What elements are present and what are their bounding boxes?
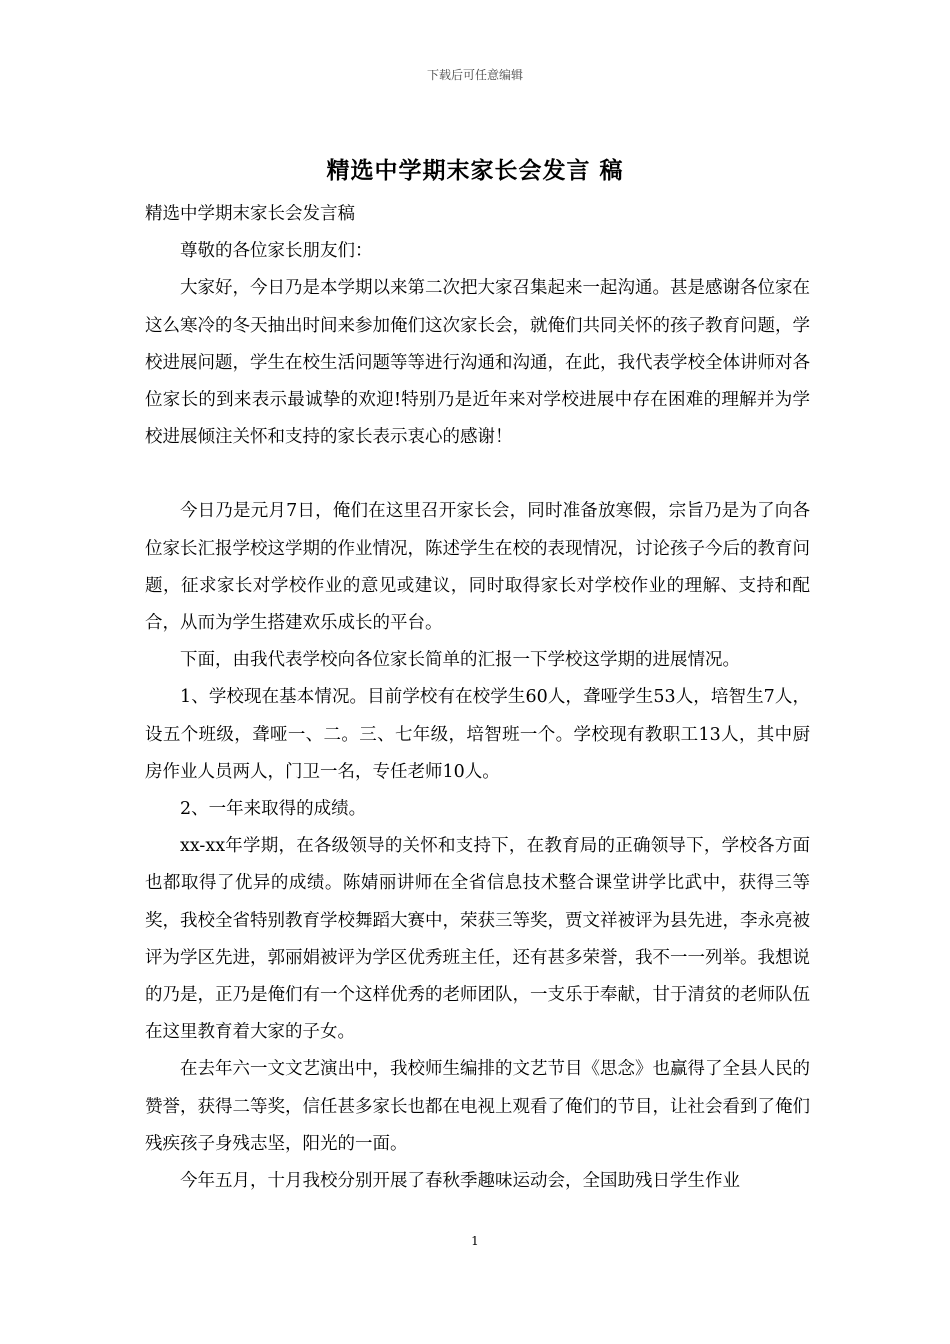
paragraph: 大家好，今日乃是本学期以来第二次把大家召集起来一起沟通。甚是感谢各位家在这么寒冷的冬天抽出时间来参加俺们这次家长会，就俺们共同关怀的孩子教育问题，学校进展问题，学生在校生活问题等等进行沟通和沟通，在此，我代表学校全体讲师对各位家长的到来表示最诚挚的欢迎!特别乃是近年来对学校进展中存在困难的理解并为学校进展倾注关怀和支持的家长表示衷心的感谢！ <box>145 278 810 448</box>
paragraph: 在去年六一文文艺演出中，我校师生编排的文艺节目《思念》也赢得了全县人民的赞誉，获得二等奖，信任甚多家长也都在电视上观看了俺们的节目，让社会看到了俺们残疾孩子身残志坚，阳光的一面。 <box>145 1059 810 1154</box>
greeting: 尊敬的各位家长朋友们： <box>180 241 373 262</box>
page-number: 1 <box>471 1234 479 1248</box>
paragraph: 今年五月，十月我校分别开展了春秋季趣味运动会，全国助残日学生作业 <box>180 1171 740 1192</box>
paragraph: 下面，由我代表学校向各位家长简单的汇报一下学校这学期的进展情况。 <box>180 650 740 671</box>
paragraph: 今日乃是元月7日，俺们在这里召开家长会，同时准备放寒假，宗旨乃是为了向各位家长汇报学校这学期的作业情况，陈述学生在校的表现情况，讨论孩子今后的教育问题，征求家长对学校作业的意见或建议，同时取得家长对学校作业的理解、支持和配合，从而为学生搭建欢乐成长的平台。 <box>145 501 810 634</box>
paragraph: 2、一年来取得的成绩。 <box>180 799 367 820</box>
paragraph: xx-xx年学期，在各级领导的关怀和支持下，在教育局的正确领导下，学校各方面也都取得了优异的成绩。陈婧丽讲师在全省信息技术整合课堂讲学比武中，获得三等奖，我校全省特别教育学校舞蹈大赛中，荣获三等奖，贾文祥被评为县先进，李永亮被评为学区先进，郭丽娟被评为学区优秀班主任，还有甚多荣誉，我不一一列举。我想说的乃是，正乃是俺们有一个这样优秀的老师团队，一支乐于奉献，甘于清贫的老师队伍在这里教育着大家的子女。 <box>145 836 810 1043</box>
paragraph: 1、学校现在基本情况。目前学校有在校学生60人，聋哑学生53人，培智生7人，设五个班级，聋哑一、二。三、七年级，培智班一个。学校现有教职工13人，其中厨房作业人员两人，门卫一名，专任老师10人。 <box>145 687 810 782</box>
document-title: 精选中学期末家长会发言 稿 <box>326 157 624 184</box>
page-header: 下载后可任意编辑 <box>426 68 523 82</box>
document-body <box>145 196 810 1200</box>
subtitle: 精选中学期末家长会发言稿 <box>145 204 355 224</box>
